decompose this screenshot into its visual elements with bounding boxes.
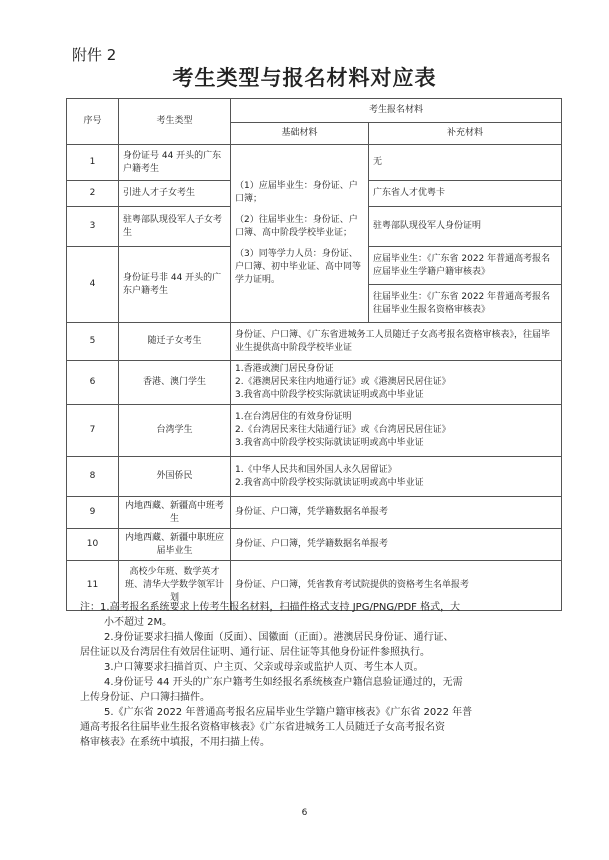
row-extra: 无: [369, 145, 562, 181]
material-line: 3.我省高中阶段学校实际就读证明或高中毕业证: [235, 390, 424, 400]
material-line: 1.《中华人民共和国外国人永久居留证》: [235, 464, 397, 475]
row-type: 身份证号 44 开头的广东户籍考生: [119, 145, 231, 181]
material-line: 2.《港澳居民来往内地通行证》或《港澳居民居住证》: [235, 377, 451, 387]
row-extra-b: 往届毕业生：《广东省 2022 年普通高考报名往届毕业生报名资格审核表》: [369, 285, 562, 323]
note-line: 4.身份证号 44 开头的广东户籍考生如经报名系统核查户籍信息验证通过的，无需: [104, 677, 463, 688]
header-type: 考生类型: [119, 99, 231, 145]
note-line: 居住证以及台湾居住有效居住证明、通行证、居住证等其他身份证件参照执行。: [80, 647, 430, 658]
row-materials: [231, 457, 562, 497]
material-line: 3.我省高中阶段学校实际就读证明或高中毕业证: [235, 438, 424, 448]
row-type: 高校少年班、数学英才班、清华大学数学领军计划: [119, 561, 231, 611]
note-line: 3.户口簿要求扫描首页、户主页、父亲或母亲或监护人页、考生本人页。: [104, 662, 424, 673]
basic-line: （3）同等学力人员：身份证、户口簿、初中毕业证、高中同等学力证明。: [235, 249, 362, 285]
row-no: 1: [67, 145, 119, 181]
row-no: 3: [67, 207, 119, 247]
row-no: 4: [67, 247, 119, 323]
note-line: 小不超过 2M。: [104, 617, 173, 628]
basic-line: （2）往届毕业生：身份证、户口簿、高中阶段学校毕业证；: [235, 215, 358, 238]
table-row: [67, 323, 562, 361]
row-type: 身份证号非 44 开头的广东户籍考生: [119, 247, 231, 323]
row-materials: 身份证、户口簿，凭学籍数据名单报考: [231, 497, 562, 529]
row-no: 7: [67, 405, 119, 457]
header-no: 序号: [67, 99, 119, 145]
note-line: 通高考报名往届毕业生报名资格审核表》《广东省进城务工人员随迁子女高考报名资: [80, 722, 445, 733]
basic-materials-shared: [231, 145, 369, 323]
table-row: [67, 361, 562, 405]
row-no: 9: [67, 497, 119, 529]
notes: [80, 600, 550, 750]
table-row: [67, 145, 562, 181]
row-type: 台湾学生: [119, 405, 231, 457]
row-materials: 身份证、户口簿、《广东省进城务工人员随迁子女高考报名资格审核表》，往届毕业生提供高中阶段学校毕业证: [231, 323, 562, 361]
note-line: 2.身份证要求扫描人像面（反面）、国徽面（正面）。港澳居民身份证、通行证、: [104, 632, 454, 643]
row-type: 香港、澳门学生: [119, 361, 231, 405]
row-extra: 广东省人才优粤卡: [369, 181, 562, 207]
material-line: 2.《台湾居民来往大陆通行证》或《台湾居民居住证》: [235, 425, 451, 435]
header-extra: 补充材料: [369, 123, 562, 145]
row-no: 10: [67, 529, 119, 561]
row-no: 5: [67, 323, 119, 361]
row-materials: 身份证、户口簿，凭学籍数据名单报考: [231, 529, 562, 561]
attachment-label: 附件 2: [72, 46, 117, 64]
header-basic: 基础材料: [231, 123, 369, 145]
table-row: [67, 529, 562, 561]
row-materials: [231, 361, 562, 405]
note-line: 格审核表》在系统中填报，不用扫描上传。: [80, 737, 270, 748]
row-type: 内地西藏、新疆中职班应届毕业生: [119, 529, 231, 561]
row-no: 11: [67, 561, 119, 611]
row-no: 2: [67, 181, 119, 207]
row-type: 随迁子女考生: [119, 323, 231, 361]
row-no: 6: [67, 361, 119, 405]
note-line: 5.《广东省 2022 年普通高考报名应届毕业生学籍户籍审核表》《广东省 2022 年普: [104, 707, 473, 718]
table-row: [67, 457, 562, 497]
materials-table: [66, 98, 562, 611]
row-extra-a: 应届毕业生：《广东省 2022 年普通高考报名应届毕业生学籍户籍审核表》: [369, 247, 562, 285]
table-row: [67, 405, 562, 457]
page-title: 考生类型与报名材料对应表: [172, 66, 437, 90]
page-number: 6: [301, 808, 308, 818]
header-materials: 考生报名材料: [231, 99, 562, 123]
row-type: 引进人才子女考生: [119, 181, 231, 207]
row-type: 驻粤部队现役军人子女考生: [119, 207, 231, 247]
basic-line: （1）应届毕业生：身份证、户口簿；: [235, 181, 358, 204]
material-line: 1.在台湾居住的有效身份证明: [235, 412, 352, 422]
row-materials: 身份证、户口簿，凭省教育考试院提供的资格考生名单报考: [231, 561, 562, 611]
note-line: 上传身份证、户口簿扫描件。: [80, 692, 210, 703]
table-row: [67, 497, 562, 529]
note-line: 注：1.高考报名系统要求上传考生报名材料，扫描件格式支持 JPG/PNG/PDF 格式，大: [80, 602, 461, 613]
row-no: 8: [67, 457, 119, 497]
material-line: 1.香港或澳门居民身份证: [235, 364, 334, 374]
row-materials: [231, 405, 562, 457]
material-line: 2.我省高中阶段学校实际就读证明或高中毕业证: [235, 477, 424, 488]
row-extra: 驻粤部队现役军人身份证明: [369, 207, 562, 247]
row-type: 内地西藏、新疆高中班考生: [119, 497, 231, 529]
row-type: 外国侨民: [119, 457, 231, 497]
